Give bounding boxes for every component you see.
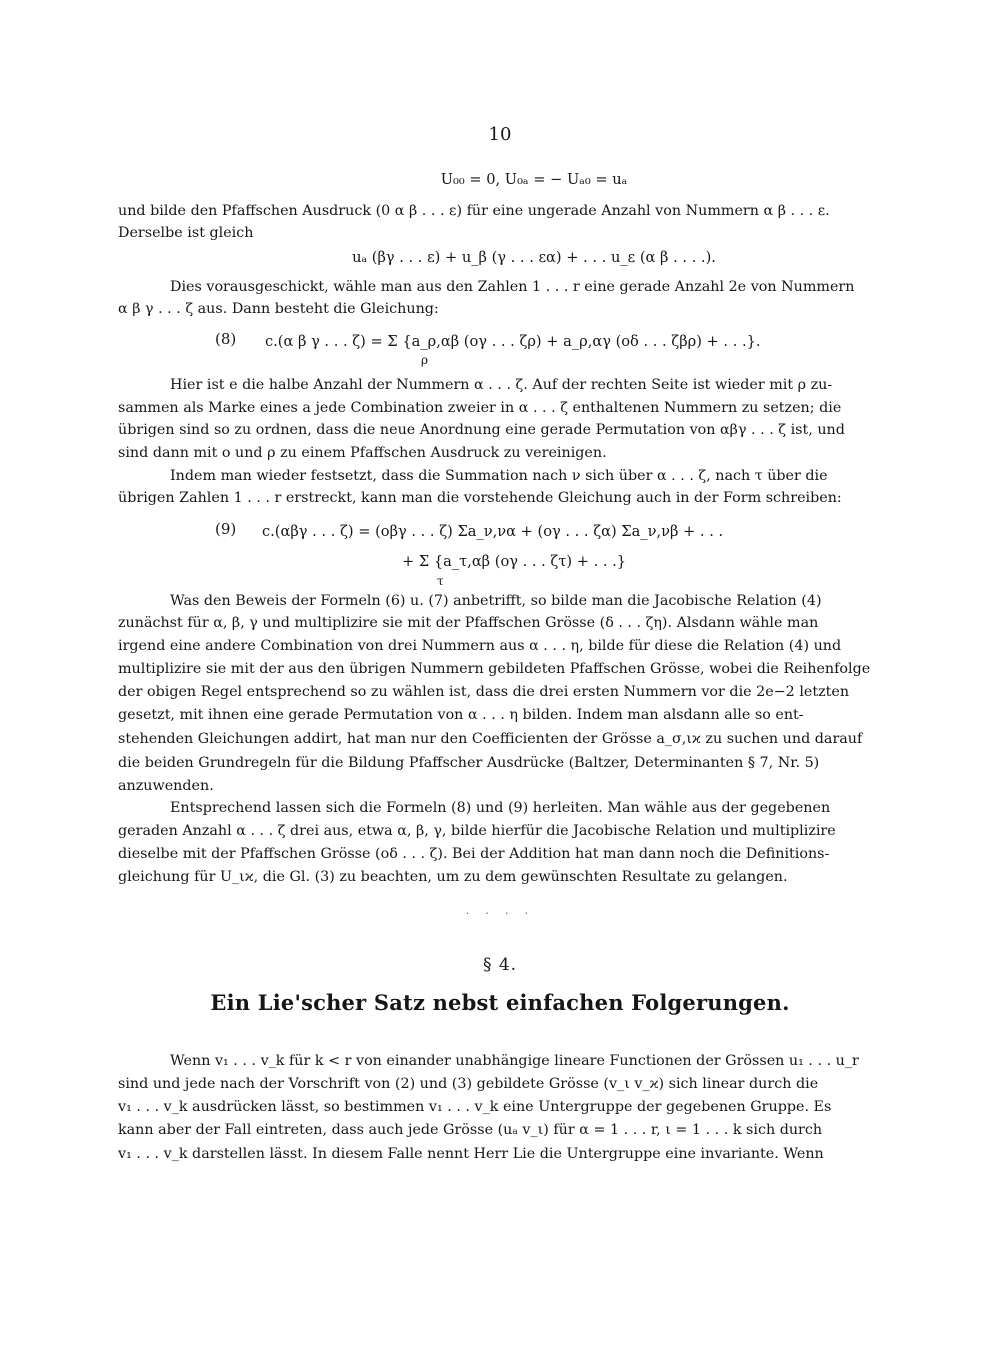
- text-line: und bilde den Pfaffschen Ausdruck (0 α β . . . ε) für eine ungerade Anzahl von Nummern α β . . . ε.: [118, 203, 830, 219]
- section-title: Ein Lie'scher Satz nebst einfachen Folgerungen.: [210, 990, 790, 1015]
- equation-line: c.(α β γ . . . ζ) = Σ {a_ρ,αβ (ογ . . . ζρ) + a_ρ,αγ (οδ . . . ζβρ) + . . .}.: [265, 333, 761, 350]
- text-line: gesetzt, mit ihnen eine gerade Permutation von α . . . η bilden. Indem man alsdann alle so ent-: [118, 707, 804, 723]
- text-line: anzuwenden.: [118, 778, 214, 794]
- text-line: der obigen Regel entsprechend so zu wählen ist, dass die drei ersten Nummern vor die 2e−2 letzten: [118, 684, 850, 700]
- text-line: sind dann mit o und ρ zu einem Pfaffschen Ausdruck zu vereinigen.: [118, 445, 607, 461]
- text-line: kann aber der Fall eintreten, dass auch jede Grösse (uₐ v_ι) für α = 1 . . . r, ι = 1 . . . k sich durch: [118, 1122, 823, 1138]
- equation-line: U₀₀ = 0, U₀ₐ = − Uₐ₀ = uₐ: [440, 171, 628, 188]
- equation-subscript: ρ: [421, 353, 429, 367]
- equation-number: (8): [215, 330, 237, 348]
- equation-subscript: τ: [437, 574, 444, 588]
- equation-line: uₐ (βγ . . . ε) + u_β (γ . . . εα) + . . . u_ε (α β . . . .).: [352, 249, 716, 266]
- text-line: gleichung für U_ιϰ, die Gl. (3) zu beachten, um zu dem gewünschten Resultate zu gelangen.: [118, 869, 788, 885]
- text-line: Hier ist e die halbe Anzahl der Nummern α . . . ζ. Auf der rechten Seite ist wieder mit ρ zu-: [170, 377, 833, 393]
- text-line: Derselbe ist gleich: [118, 225, 254, 241]
- text-line: stehenden Gleichungen addirt, hat man nur den Coefficienten der Grösse a_σ,ιϰ zu suchen und darauf: [118, 731, 863, 747]
- text-line: Wenn v₁ . . . v_k für k < r von einander unabhängige lineare Functionen der Grössen u₁ . . . u_r: [170, 1053, 859, 1069]
- text-line: irgend eine andere Combination von drei Nummern aus α . . . η, bilde für diese die Relation (4) und: [118, 638, 842, 654]
- equation-line: c.(αβγ . . . ζ) = (οβγ . . . ζ) Σa_ν,να + (ογ . . . ζα) Σa_ν,νβ + . . .: [262, 523, 724, 540]
- text-line: Dies vorausgeschickt, wähle man aus den Zahlen 1 . . . r eine gerade Anzahl 2e von Nummern: [170, 279, 855, 295]
- equation-number: (9): [215, 520, 237, 538]
- text-line: Was den Beweis der Formeln (6) u. (7) anbetrifft, so bilde man die Jacobische Relation (4): [170, 593, 822, 609]
- page-number: 10: [488, 124, 512, 145]
- text-line: übrigen sind so zu ordnen, dass die neue Anordnung eine gerade Permutation von αβγ . . . ζ ist, und: [118, 422, 845, 438]
- section-number: § 4.: [482, 955, 518, 975]
- separator-dots: . . . .: [465, 903, 535, 917]
- text-line: geraden Anzahl α . . . ζ drei aus, etwa α, β, γ, bilde hierfür die Jacobische Relation und multiplizire: [118, 823, 836, 839]
- text-line: multiplizire sie mit der aus den übrigen Nummern gebildeten Pfaffschen Grösse, wobei die Reihenfolge: [118, 661, 871, 677]
- text-line: die beiden Grundregeln für die Bildung Pfaffscher Ausdrücke (Baltzer, Determinanten § 7, Nr. 5): [118, 755, 820, 771]
- text-line: Entsprechend lassen sich die Formeln (8) und (9) herleiten. Man wähle aus der gegebenen: [170, 800, 831, 816]
- text-line: Indem man wieder festsetzt, dass die Summation nach ν sich über α . . . ζ, nach τ über die: [170, 468, 828, 484]
- text-line: sammen als Marke eines a jede Combination zweier in α . . . ζ enthaltenen Nummern zu setzen; die: [118, 400, 842, 416]
- text-line: sind und jede nach der Vorschrift von (2) und (3) gebildete Grösse (v_ι v_ϰ) sich linear durch die: [118, 1076, 819, 1092]
- equation-line: + Σ {a_τ,αβ (ογ . . . ζτ) + . . .}: [402, 553, 627, 570]
- text-line: dieselbe mit der Pfaffschen Grösse (οδ . . . ζ). Bei der Addition hat man dann noch die Definitions-: [118, 846, 830, 862]
- text-line: v₁ . . . v_k ausdrücken lässt, so bestimmen v₁ . . . v_k eine Untergruppe der gegebenen Gruppe. Es: [118, 1099, 832, 1115]
- text-line: übrigen Zahlen 1 . . . r erstreckt, kann man die vorstehende Gleichung auch in der Form schreiben:: [118, 490, 842, 506]
- text-line: α β γ . . . ζ aus. Dann besteht die Gleichung:: [118, 301, 439, 317]
- text-line: zunächst für α, β, γ und multiplizire sie mit der Pfaffschen Grösse (δ . . . ζη). Alsdann wähle man: [118, 615, 819, 631]
- text-line: v₁ . . . v_k darstellen lässt. In diesem Falle nennt Herr Lie die Untergruppe eine invariante. Wenn: [118, 1146, 824, 1162]
